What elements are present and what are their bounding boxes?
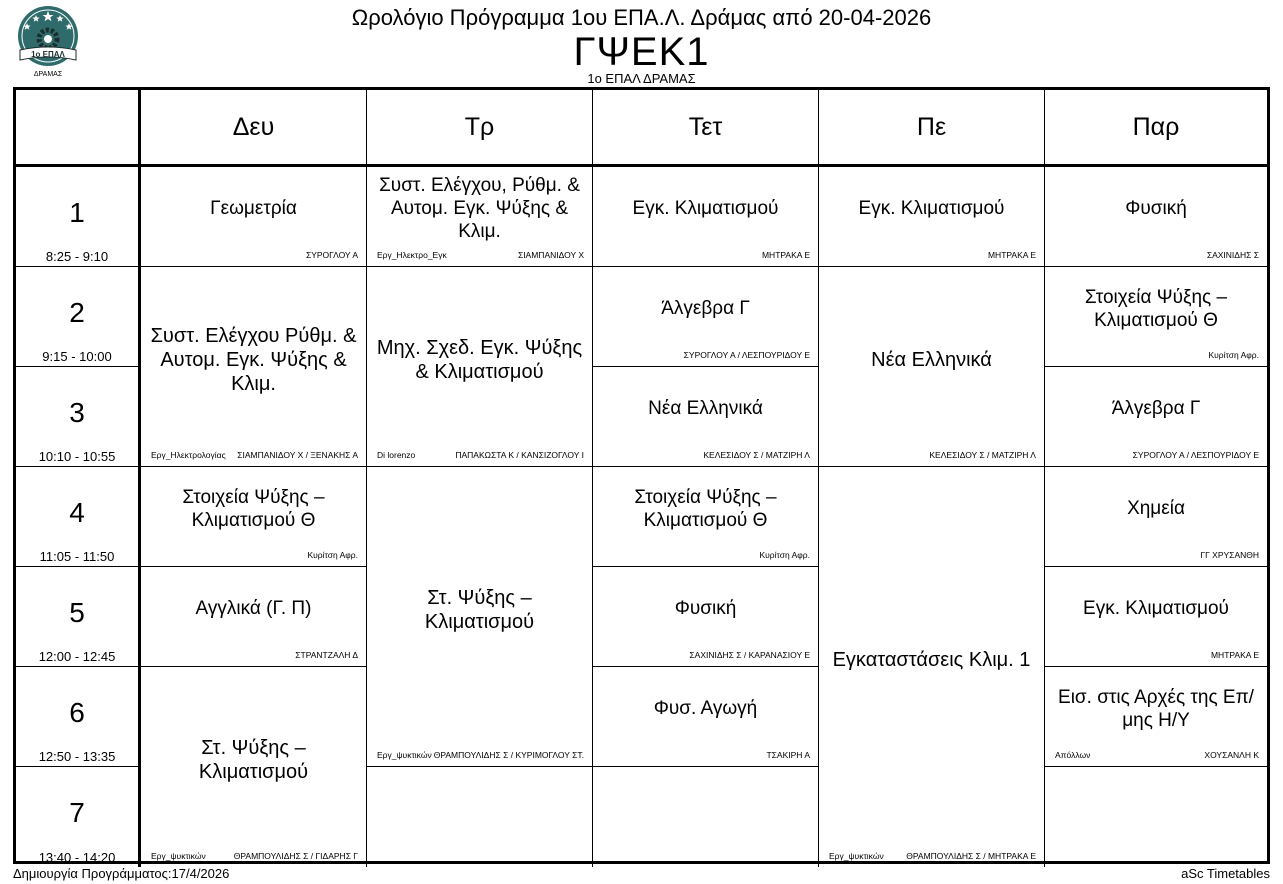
lesson-subject: Εγκ. Κλιματισμού (632, 198, 779, 220)
lesson-teacher: ΜΗΤΡΑΚΑ Ε (1210, 650, 1259, 660)
lesson-cell[interactable] (367, 267, 593, 467)
lesson-cell[interactable] (141, 167, 367, 267)
lesson-cell[interactable] (1045, 467, 1267, 567)
period-time: 12:50 - 13:35 (38, 749, 116, 764)
period-time: 12:00 - 12:45 (38, 649, 116, 664)
lesson-subject: Εγκ. Κλιματισμού (858, 198, 1005, 220)
lesson-teacher: ΓΓ ΧΡΥΣΑΝΘΗ (1200, 550, 1259, 560)
day-header: Δευ (141, 90, 367, 167)
lesson-teacher: ΣΙΑΜΠΑΝΙΔΟΥ Χ / ΞΕΝΑΚΗΣ Α (237, 450, 358, 460)
empty-slot (1045, 767, 1267, 867)
lesson-teacher: ΣΥΡΟΓΛΟΥ Α (305, 250, 358, 260)
lesson-cell[interactable] (593, 267, 819, 367)
lesson-subject: Γεωμετρία (210, 198, 297, 220)
period-number: 7 (69, 797, 85, 828)
lesson-teacher: Κυρίτση Αφρ. (759, 550, 810, 560)
lesson-cell[interactable] (819, 267, 1045, 467)
lesson-teacher: ΘΡΑΜΠΟΥΛΙΔΗΣ Σ / ΜΗΤΡΑΚΑ Ε (906, 851, 1036, 861)
period-cell (16, 567, 141, 667)
day-header: Παρ (1045, 90, 1267, 167)
lesson-teacher: ΣΑΧΙΝΙΔΗΣ Σ (1206, 250, 1259, 260)
lesson-cell[interactable] (141, 267, 367, 467)
day-header: Τετ (593, 90, 819, 167)
lesson-teacher: ΘΡΑΜΠΟΥΛΙΔΗΣ Σ / ΓΙΔΑΡΗΣ Γ (233, 851, 358, 861)
lesson-teacher: ΚΕΛΕΣΙΔΟΥ Σ / ΜΑΤΖΙΡΗ Λ (703, 450, 810, 460)
lesson-cell[interactable] (1045, 567, 1267, 667)
period-time: 9:15 - 10:00 (42, 349, 112, 364)
period-time: 10:10 - 10:55 (38, 449, 116, 464)
lesson-subject: Στοιχεία Ψύξης – Κλιματισμού Θ (182, 486, 325, 531)
lesson-room: Εργ_ψυκτικών (377, 750, 432, 760)
lesson-subject: Νέα Ελληνικά (648, 398, 763, 420)
lesson-cell[interactable] (141, 667, 367, 867)
period-cell (16, 467, 141, 567)
lesson-room: Απόλλων (1055, 750, 1091, 760)
lesson-teacher: ΣΤΡΑΝΤΖΑΛΗ Δ (295, 650, 358, 660)
creation-date: Δημιουργία Προγράμματος:17/4/2026 (13, 866, 230, 881)
period-cell (16, 267, 141, 367)
svg-text:ΔΡΑΜΑΣ: ΔΡΑΜΑΣ (33, 71, 63, 78)
lesson-subject: Στ. Ψύξης – Κλιματισμού (198, 737, 309, 783)
lesson-subject: Φυσική (1125, 198, 1187, 220)
empty-slot (367, 767, 593, 867)
lesson-subject: Εγκαταστάσεις Κλιμ. 1 (832, 649, 1031, 671)
lesson-teacher: ΣΥΡΟΓΛΟΥ Α / ΛΕΣΠΟΥΡΙΔΟΥ Ε (683, 350, 810, 360)
lesson-cell[interactable] (593, 467, 819, 567)
lesson-cell[interactable] (593, 567, 819, 667)
lesson-subject: Άλγεβρα Γ (1111, 398, 1201, 420)
lesson-room: Εργ_ψυκτικών (151, 851, 206, 861)
lesson-cell[interactable] (1045, 267, 1267, 367)
lesson-subject: Φυσ. Αγωγή (653, 698, 758, 720)
lesson-teacher: ΚΕΛΕΣΙΔΟΥ Σ / ΜΑΤΖΙΡΗ Λ (929, 450, 1036, 460)
lesson-teacher: Κυρίτση Αφρ. (1208, 350, 1259, 360)
lesson-teacher: ΣΑΧΙΝΙΔΗΣ Σ / ΚΑΡΑΝΑΣΙΟΥ Ε (689, 650, 810, 660)
lesson-cell[interactable] (593, 367, 819, 467)
lesson-room: Εργ_Ηλεκτρολογίας (151, 450, 226, 460)
period-cell (16, 367, 141, 467)
lesson-subject: Αγγλικά (Γ. Π) (195, 598, 312, 620)
lesson-room: Di lorenzo (377, 450, 416, 460)
lesson-subject: Άλγεβρα Γ (661, 298, 750, 320)
lesson-subject: Χημεία (1127, 498, 1185, 520)
svg-text:1ο ΕΠΑΛ: 1ο ΕΠΑΛ (31, 50, 65, 59)
lesson-cell[interactable] (1045, 167, 1267, 267)
lesson-subject: Νέα Ελληνικά (871, 348, 992, 371)
lesson-subject: Συστ. Ελέγχου, Ρύθμ. & Αυτομ. Εγκ. Ψύξης & Κλιμ. (379, 175, 580, 242)
lesson-cell[interactable] (819, 167, 1045, 267)
brand-label: aSc Timetables (1181, 866, 1270, 881)
lesson-teacher: ΜΗΤΡΑΚΑ Ε (761, 250, 810, 260)
lesson-teacher: ΘΡΑΜΠΟΥΛΙΔΗΣ Σ / ΚΥΡΙΜΟΓΛΟΥ ΣΤ. (433, 750, 584, 760)
lesson-subject: Εισ. στις Αρχές της Επ/μης Η/Υ (1058, 686, 1254, 731)
lesson-room: Εργ_ψυκτικών (829, 851, 884, 861)
lesson-cell[interactable] (593, 667, 819, 767)
lesson-subject: Στοιχεία Ψύξης – Κλιματισμού Θ (634, 486, 777, 531)
period-number: 5 (69, 597, 85, 628)
lesson-teacher: ΤΣΑΚΙΡΗ Α (766, 750, 810, 760)
lesson-subject: Φυσική (674, 598, 737, 620)
day-header: Πε (819, 90, 1045, 167)
timetable-grid (13, 87, 1270, 864)
empty-slot (593, 767, 819, 867)
lesson-cell[interactable] (819, 467, 1045, 867)
period-number: 3 (69, 397, 85, 428)
period-time: 8:25 - 9:10 (45, 249, 109, 264)
period-cell (16, 767, 141, 867)
lesson-teacher: ΣΙΑΜΠΑΝΙΔΟΥ Χ (517, 250, 584, 260)
period-cell (16, 667, 141, 767)
lesson-teacher: Κυρίτση Αφρ. (307, 550, 358, 560)
lesson-subject: Στ. Ψύξης – Κλιματισμού (424, 586, 535, 633)
lesson-subject: Στοιχεία Ψύξης – Κλιματισμού Θ (1084, 286, 1228, 331)
school-name: 1ο ΕΠΑΛ ΔΡΑΜΑΣ (587, 71, 696, 86)
lesson-teacher: ΣΥΡΟΓΛΟΥ Α / ΛΕΣΠΟΥΡΙΔΟΥ Ε (1132, 450, 1259, 460)
corner-cell (16, 90, 141, 167)
lesson-teacher: ΧΟΥΣΑΝΛΗ Κ (1204, 750, 1259, 760)
day-header: Τρ (367, 90, 593, 167)
period-number: 1 (69, 197, 85, 228)
class-name: ΓΨΕΚ1 (573, 30, 710, 74)
lesson-cell[interactable] (367, 467, 593, 767)
lesson-teacher: ΠΑΠΑΚΩΣΤΑ Κ / ΚΑΝΣΙΖΟΓΛΟΥ Ι (455, 450, 584, 460)
lesson-teacher: ΜΗΤΡΑΚΑ Ε (987, 250, 1036, 260)
period-cell (16, 167, 141, 267)
lesson-subject: Συστ. Ελέγχου Ρύθμ. & Αυτομ. Εγκ. Ψύξης & Κλιμ. (150, 324, 357, 395)
period-time: 13:40 - 14:20 (38, 850, 116, 865)
lesson-cell[interactable] (593, 167, 819, 267)
lesson-cell[interactable] (367, 167, 593, 267)
schedule-title: Ωρολόγιο Πρόγραμμα 1ου ΕΠΑ.Λ. Δράμας από 20-04-2026 (351, 5, 932, 30)
period-number: 6 (69, 697, 85, 728)
period-time: 11:05 - 11:50 (39, 549, 115, 564)
lesson-cell[interactable] (141, 467, 367, 567)
lesson-subject: Εγκ. Κλιματισμού (1083, 598, 1229, 620)
lesson-subject: Μηχ. Σχεδ. Εγκ. Ψύξης & Κλιματισμού (376, 336, 583, 383)
lesson-cell[interactable] (1045, 367, 1267, 467)
lesson-cell[interactable] (1045, 667, 1267, 767)
lesson-room: Εργ_Ηλεκτρο_Εγκ (377, 250, 447, 260)
lesson-cell[interactable] (141, 567, 367, 667)
period-number: 4 (69, 497, 85, 528)
period-number: 2 (69, 297, 85, 328)
